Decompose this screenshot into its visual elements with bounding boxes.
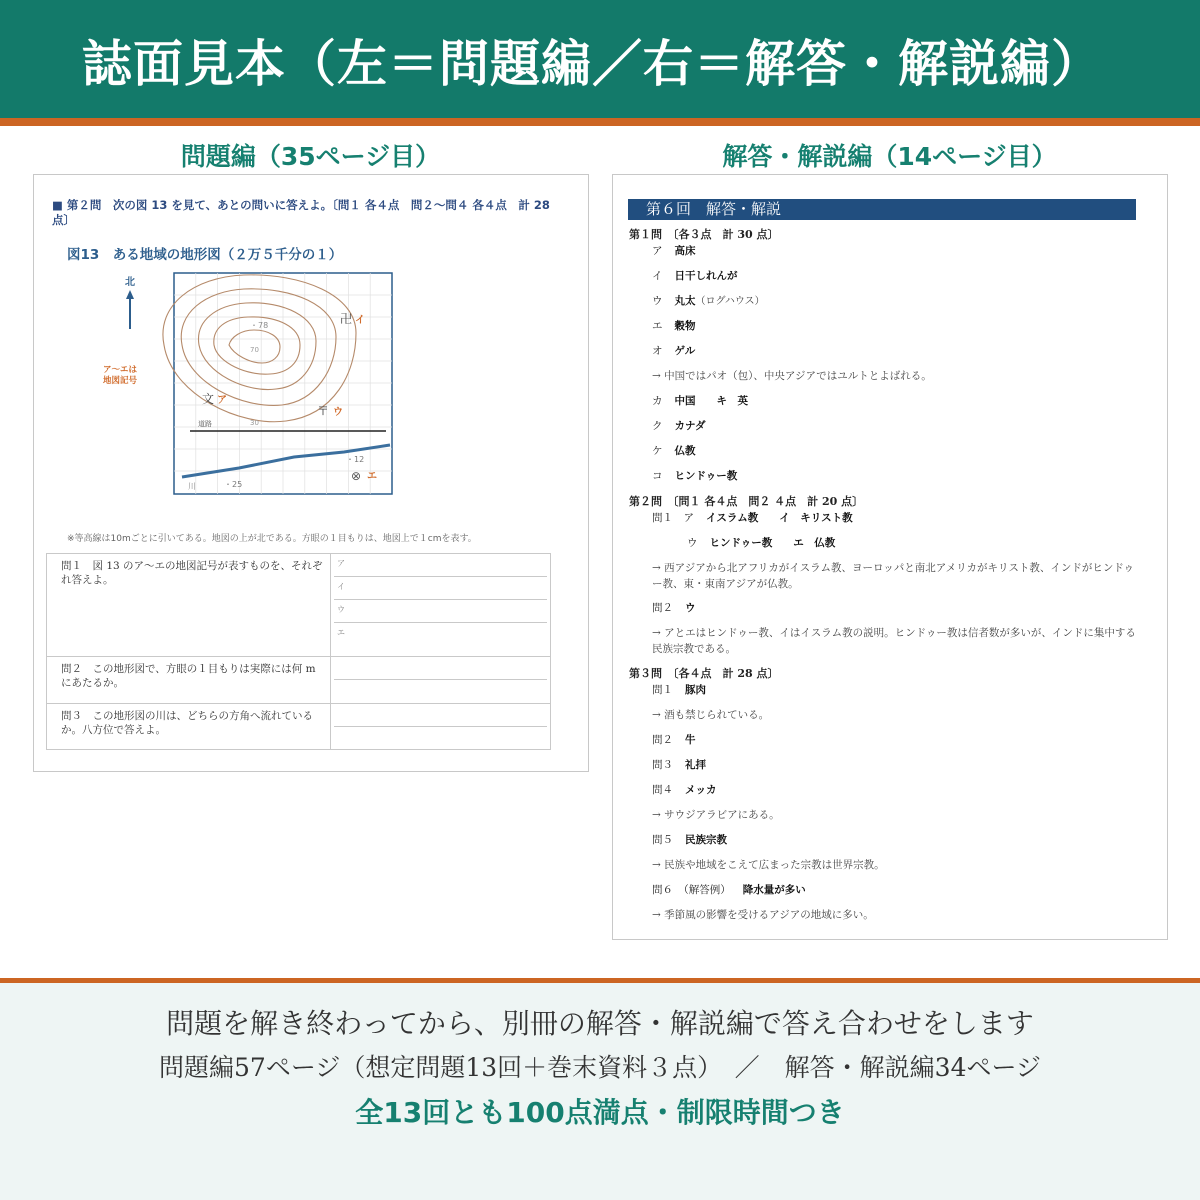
explanation-note: → 民族や地域をこえて広まった宗教は世界宗教。 [652,859,885,871]
answer-item [629,443,1137,468]
answer-line[interactable] [334,657,547,680]
answer-label: ウ [687,537,698,549]
answer-value: ヒンドゥー教 [674,470,738,482]
right-column-title: 解答・解説編（14ページ目） [722,142,1057,171]
explanation-note: → 酒も禁じられている。 [652,709,770,721]
figure-title: 図13 ある地域の地形図（２万５千分の１） [67,247,343,263]
answer-label: 問２ [652,734,673,746]
answer-value: 丸太 [674,295,696,307]
question-page-sample [33,174,589,772]
post-office-symbol: 〒 [317,404,330,418]
answer-value: 民族宗教 [685,834,727,846]
answer-item [629,732,1137,757]
north-label: 北 [125,277,135,288]
answer-item [629,468,1137,493]
answer-line-i[interactable]: イ [334,577,547,600]
answer-value: メッカ [685,784,717,796]
answer-value: 牛 [685,734,696,746]
answer-extra: （ログハウス） [695,296,765,307]
answer-item [629,293,1137,318]
answer-label: 問３ [652,759,673,771]
explanation-note: → 西アジアから北アフリカがイスラム教、ヨーロッパと南北アメリカがキリスト教、インドがヒンドゥー教、東・東南アジアが仏教。 [652,562,1135,590]
left-column-title: 問題編（35ページ目） [180,142,441,171]
road-label: 道路 [198,420,212,428]
answer-label: ケ [652,445,663,457]
answer-value: 礼拝 [685,759,706,771]
caption-highlight: 全13回とも100点満点・制限時間つき [355,1096,845,1129]
answer-item [629,535,1137,560]
answer-value: イスラム教 イ キリスト教 [706,512,853,524]
answer-item [629,318,1137,343]
answer-value: 豚肉 [685,684,706,696]
answer-label: 問６ （解答例） [652,884,731,896]
question-2-text: 問２ この地形図で、方眼の１目もりは実際には何 m にあたるか。 [47,657,331,704]
answer-item [629,757,1137,782]
answer-item [629,343,1137,368]
north-arrow-icon [126,290,134,299]
spot-height-12: ・12 [346,455,365,464]
answer-section-band: 第６回 解答・解説 [628,199,1136,220]
explanation-note: → 中国ではパオ（包）、中央アジアではユルトとよばれる。 [652,370,932,382]
answer-section-header: 第１問 〔各３点 計 30 点〕 [629,228,779,241]
river-label: 川 [188,482,196,491]
answer-value: 穀物 [674,320,696,332]
question-row [47,554,551,657]
school-symbol: 文 [202,392,215,406]
caption-line-2: 問題編57ページ（想定問題13回＋巻末資料３点） ／ 解答・解説編34ページ [159,1053,1041,1082]
question-row [47,657,551,704]
answer-value: 日干しれんが [674,270,738,282]
contour-label-70: 70 [250,346,259,354]
answer-label: ク [652,420,663,432]
answer-value: ゲル [674,345,696,357]
answer-value: 仏教 [674,445,696,457]
question-row [47,704,551,750]
symbol-label-u: ウ [333,407,343,418]
answer-label: エ [652,320,663,332]
explanation-note: → アとエはヒンドゥー教、イはイスラム教の説明。ヒンドゥー教は信者数が多いが、インドに集中する民族宗教である。 [652,627,1136,655]
answer-item [629,268,1137,293]
answer-label: 問１ [652,684,673,696]
symbol-label-i: イ [355,315,365,326]
answer-value: カナダ [674,420,706,432]
answer-label: コ [652,470,663,482]
answer-label: 問４ [652,784,673,796]
answer-label: イ [652,270,663,282]
answer-item [629,682,1137,707]
explanation-note: → 季節風の影響を受けるアジアの地域に多い。 [652,909,874,921]
answer-box[interactable] [331,657,551,704]
answer-line-e[interactable]: エ [337,628,345,637]
symbol-label-a: ア [217,395,227,406]
answer-value: ヒンドゥー教 エ 仏教 [709,537,836,549]
topographic-map [64,265,404,505]
symbol-label-e: エ [367,471,377,482]
answer-box[interactable] [331,704,551,750]
legend-line1: ア〜エは [102,365,138,375]
temple-symbol: 卍 [340,312,353,326]
answer-label: 問２ [652,602,673,614]
answer-label: ア [652,245,663,257]
answer-item [629,882,1137,907]
answer-label: カ [652,395,663,407]
answer-item [629,243,1137,268]
question-table [46,553,551,750]
answer-label: 問５ [652,834,673,846]
answer-label: 問１ ア [652,512,694,524]
answer-line-a[interactable]: ア [334,554,547,577]
map-area [163,273,392,494]
answer-item [629,782,1137,807]
header-banner [0,0,1200,118]
contour-label-30: 30 [250,419,259,427]
answer-list [629,226,1137,932]
answer-section-header: 第２問 〔問１ 各４点 問２ ４点 計 20 点〕 [629,495,864,508]
page-title: 誌面見本（左＝問題編／右＝解答・解説編） [82,35,1102,93]
answer-label: オ [652,345,663,357]
answer-label: ウ [652,295,663,307]
answer-value: 高床 [674,245,696,257]
answer-item [629,832,1137,857]
answer-section-header: 第３問 〔各４点 計 28 点〕 [629,667,779,680]
answer-item [629,600,1137,625]
question-3-text: 問３ この地形図の川は、どちらの方角へ流れているか。八方位で答えよ。 [47,704,331,750]
bottom-caption [0,983,1200,1200]
police-box-symbol: ⊗ [351,469,362,483]
answer-page-sample [612,174,1168,940]
answer-item [629,418,1137,443]
question-1-text: 問１ 図 13 のア〜エの地図記号が表すものを、それぞれ答えよ。 [47,554,331,657]
question-intro: ■ 第２問 次の図 13 を見て、あとの問いに答えよ。〔問１ 各４点 問２〜問４ 各４点 計 28 点〕 [52,198,550,227]
answer-item [629,510,1137,535]
explanation-note: → サウジアラビアにある。 [652,809,780,821]
caption-line-1: 問題を解き終わってから、別冊の解答・解説編で答え合わせをします [166,1007,1034,1040]
spot-height-78: ・78 [250,321,269,330]
header-stripe [0,118,1200,126]
answer-box[interactable] [331,554,551,657]
answer-value: 中国 キ 英 [674,395,748,407]
spot-height-25: ・25 [224,480,243,489]
answer-line-u[interactable]: ウ [334,600,547,623]
legend-line2: 地図記号 [102,376,138,386]
map-note: ※等高線は10mごとに引いてある。地図の上が北である。方眼の１目もりは、地図上で１cmを表す。 [67,534,477,544]
answer-value: 降水量が多い [742,884,806,896]
answer-value: ウ [685,602,696,614]
answer-item [629,393,1137,418]
answer-line[interactable] [334,704,547,727]
